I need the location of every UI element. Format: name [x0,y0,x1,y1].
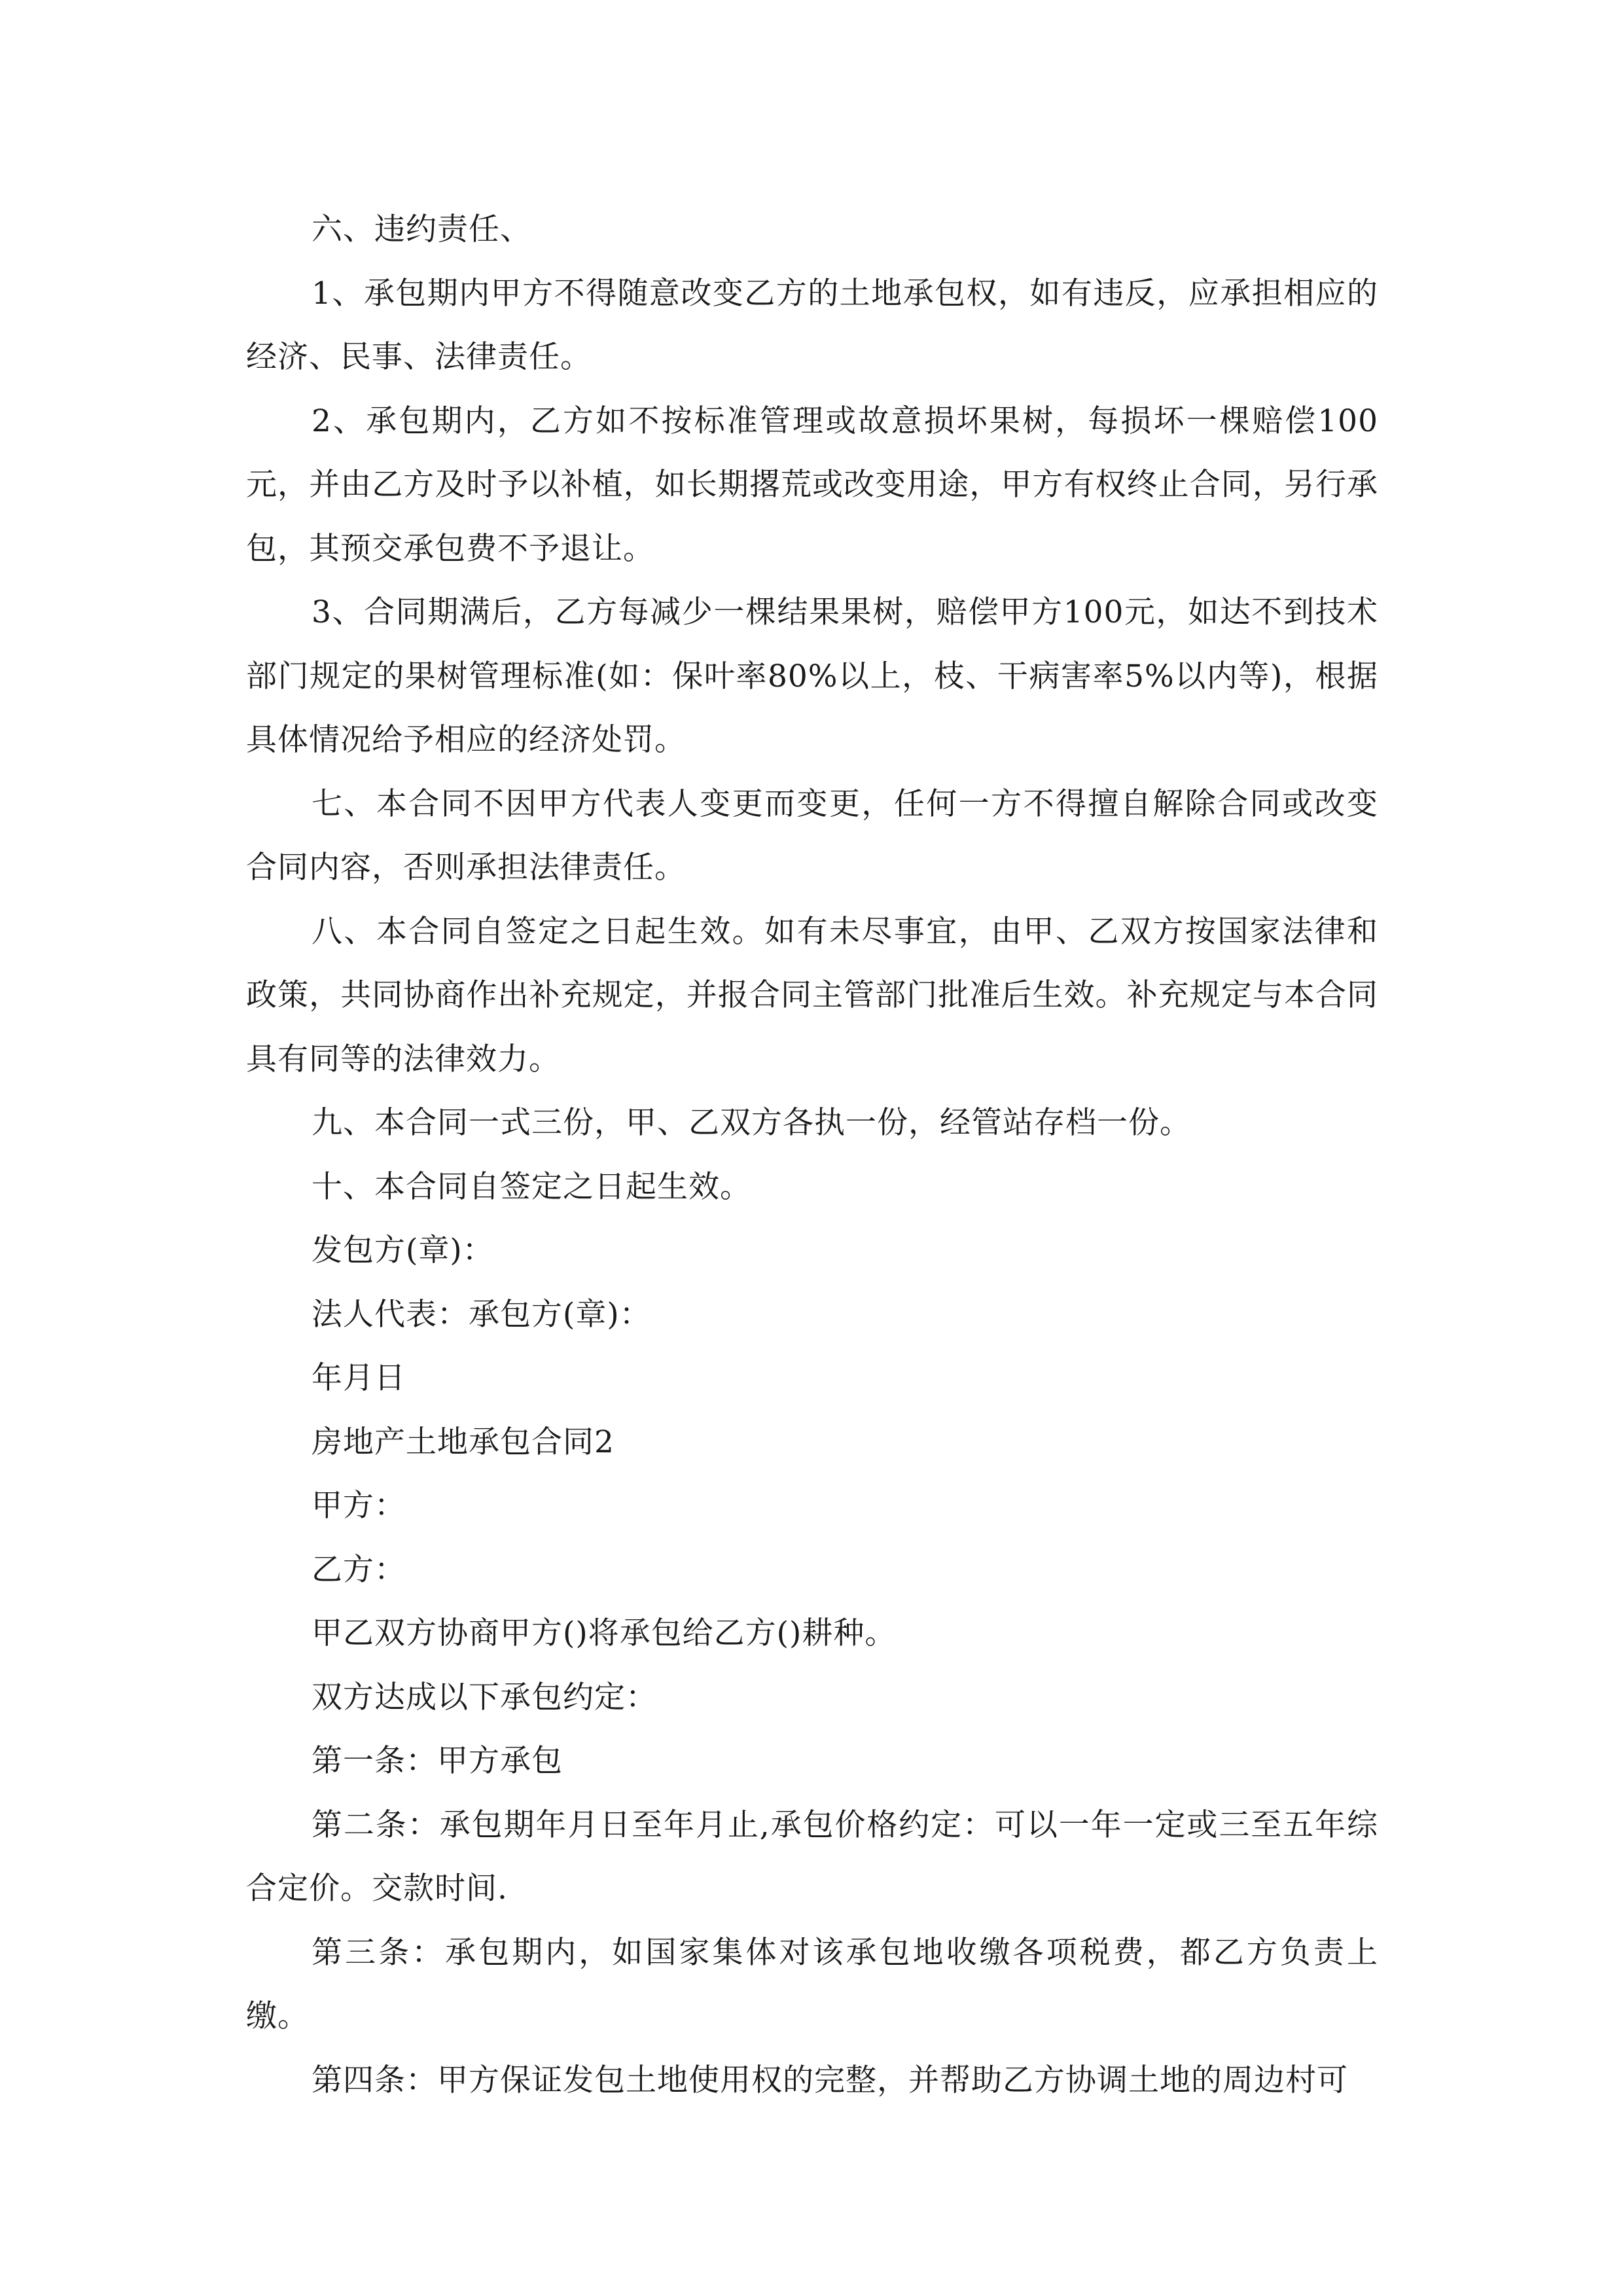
article-1: 第一条：甲方承包 [312,1743,563,1779]
clause-6-1: 1、承包期内甲方不得随意改变乙方的土地承包权，如有违反，应承担相应的经济、民事、法律责任。 [246,275,1378,375]
section-6-heading: 六、违约责任、 [312,211,531,247]
date-line: 年月日 [312,1360,406,1396]
agreement-line: 双方达成以下承包约定： [312,1679,657,1715]
contract-2-title: 房地产土地承包合同2 [312,1424,615,1460]
article-3: 第三条：承包期内，如国家集体对该承包地收缴各项税费，都乙方负责上缴。 [246,1934,1378,2034]
legal-rep-line: 法人代表：承包方(章)： [312,1296,651,1333]
article-2: 第二条：承包期年月日至年月止,承包价格约定：可以一年一定或三至五年综合定价。交款时间. [246,1806,1378,1907]
section-7: 七、本合同不因甲方代表人变更而变更，任何一方不得擅自解除合同或改变合同内容，否则承担法律责任。 [246,785,1378,886]
section-10: 十、本合同自签定之日起生效。 [312,1168,751,1205]
contractor-seal-line: 发包方(章)： [312,1232,494,1268]
article-4: 第四条：甲方保证发包土地使用权的完整，并帮助乙方协调土地的周边村可 [312,2062,1348,2098]
section-8: 八、本合同自签定之日起生效。如有未尽事宜，由甲、乙双方按国家法律和政策，共同协商作出补充规定，并报合同主管部门批准后生效。补充规定与本合同具有同等的法律效力。 [246,913,1378,1077]
document-body [246,198,1378,2112]
party-b-line: 乙方： [312,1551,406,1588]
intro-line: 甲乙双方协商甲方()将承包给乙方()耕种。 [312,1615,897,1651]
party-a-line: 甲方： [312,1488,406,1524]
clause-6-2: 2、承包期内，乙方如不按标准管理或故意损坏果树，每损坏一棵赔偿100元，并由乙方及时予以补植，如长期撂荒或改变用途，甲方有权终止合同，另行承包，其预交承包费不予退让。 [246,403,1378,567]
section-9: 九、本合同一式三份，甲、乙双方各执一份，经管站存档一份。 [312,1105,1191,1141]
clause-6-3: 3、合同期满后，乙方每减少一棵结果果树，赔偿甲方100元，如达不到技术部门规定的果树管理标准(如：保叶率80%以上，枝、干病害率5%以内等)，根据具体情况给予相应的经济处罚。 [246,594,1378,758]
